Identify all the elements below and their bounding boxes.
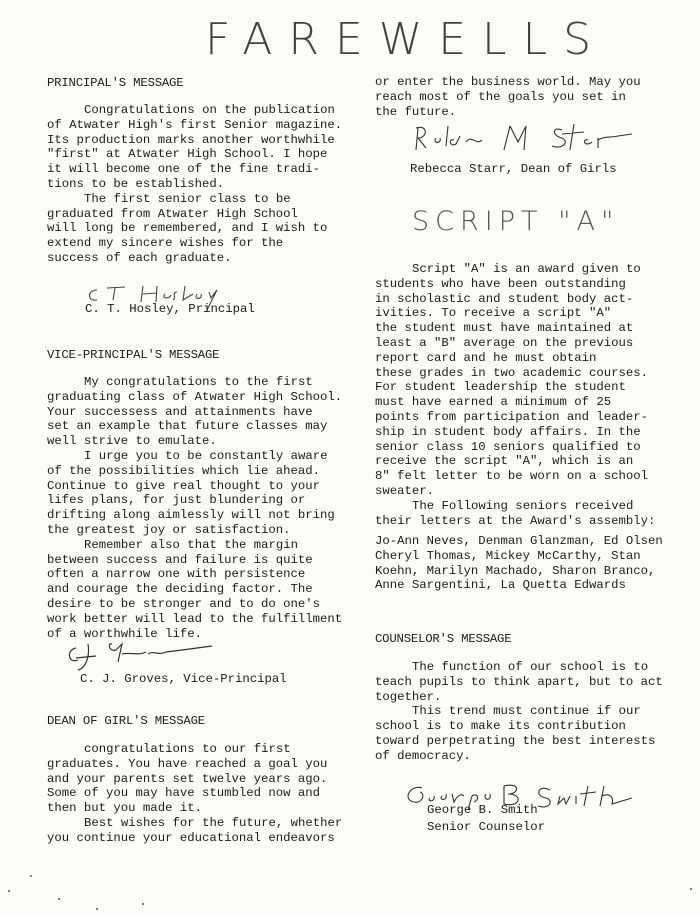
text-line: then but you made it. <box>47 801 202 816</box>
text-line: of the possibilities which lie ahead. <box>47 463 321 478</box>
text-line: least a "B" average on the previous <box>375 335 634 350</box>
page-title: FAREWELLS <box>205 14 608 65</box>
text-line: points from participation and leader- <box>375 409 649 424</box>
dean-message-body <box>47 742 342 846</box>
text-line: Jo-Ann Neves, Denman Glanzman, Ed Olsen <box>375 534 663 548</box>
text-line: Script "A" is an award given to <box>412 262 641 276</box>
text-line: tions to be established. <box>47 176 225 191</box>
text-line: often a narrow one with persistence <box>47 567 306 582</box>
script-a-recipients <box>375 534 663 593</box>
text-line: Its production marks another worthwhile <box>47 132 335 147</box>
text-line: senior class 10 seniors qualified to <box>375 439 641 454</box>
text-line: lifes plans, for just blundering or <box>47 493 306 508</box>
text-line: My congratulations to the first <box>84 375 313 389</box>
counselor-signature-name: George B. Smith <box>427 803 538 817</box>
counselor-message-body <box>375 660 663 764</box>
text-line: set an example that future classes may <box>47 419 328 434</box>
text-line: Continue to give real thought to your <box>47 478 321 493</box>
principal-message-body <box>47 103 342 266</box>
scan-speck <box>30 875 32 877</box>
text-line: their letters at the Award's assembly: <box>375 513 656 528</box>
text-line: toward perpetrating the best interests <box>375 733 656 748</box>
script-a-body <box>375 262 655 528</box>
text-line: well strive to emulate. <box>47 434 217 449</box>
text-line: it will become one of the fine tradi- <box>47 162 321 177</box>
text-line: For student leadership the student <box>375 380 626 395</box>
text-line: will long be remembered, and I wish to <box>47 221 328 236</box>
text-line: success of each graduate. <box>47 250 232 265</box>
vice-principal-message-body <box>47 375 342 641</box>
text-line: the future. <box>375 104 457 119</box>
text-line: sweater. <box>375 483 435 498</box>
text-line: Remember also that the margin <box>84 537 299 552</box>
vice-principal-handwritten-signature <box>62 638 222 674</box>
vice-principal-signature-caption: C. J. Groves, Vice-Principal <box>80 672 287 686</box>
text-line: graduating class of Atwater High School. <box>47 389 343 404</box>
text-line: desire to be stronger and to do one's <box>47 596 321 611</box>
scan-speck <box>690 888 692 890</box>
text-line: between success and failure is quite <box>47 552 313 567</box>
text-line: and courage the deciding factor. The <box>47 582 313 597</box>
text-line: together. <box>375 689 442 704</box>
text-line: "first" at Atwater High School. I hope <box>47 147 328 162</box>
text-line: teach pupils to think apart, but to act <box>375 674 663 689</box>
text-line: you continue your educational endeavors <box>47 830 335 845</box>
script-a-title: SCRIPT "A" <box>412 206 620 237</box>
text-line: school is to make its contribution <box>375 719 626 734</box>
dean-handwritten-signature <box>412 120 642 158</box>
text-line: the greatest joy or satisfaction. <box>47 522 291 537</box>
scan-speck <box>142 903 144 905</box>
principal-signature-caption: C. T. Hosley, Principal <box>85 302 255 316</box>
text-line: ivities. To receive a script "A" <box>375 306 612 321</box>
text-line: Some of you may have stumbled now and <box>47 786 321 801</box>
text-line: graduates. You have reached a goal you <box>47 756 328 771</box>
text-line: I urge you to be constantly aware <box>84 448 328 463</box>
text-line: receive the script "A", which is an <box>375 454 634 469</box>
text-line: of democracy. <box>375 748 471 763</box>
text-line: The function of our school is to <box>412 660 649 674</box>
text-line: Best wishes for the future, whether <box>84 815 343 830</box>
text-line: The Following seniors received <box>412 498 634 513</box>
text-line: work better will lead to the fulfillment <box>47 611 343 626</box>
text-line: of a worthwhile life. <box>47 626 202 641</box>
dean-message-continued <box>375 75 641 119</box>
text-line: in scholastic and student body act- <box>375 291 634 306</box>
counselor-signature-title: Senior Counselor <box>427 820 546 834</box>
text-line: extend my sincere wishes for the <box>47 236 284 251</box>
text-line: This trend must continue if our <box>412 704 641 719</box>
vice-principal-heading: VICE-PRINCIPAL'S MESSAGE <box>47 348 220 362</box>
scan-speck <box>8 890 10 892</box>
text-line: Congratulations on the publication <box>84 103 335 117</box>
text-line: drifting along aimlessly will not bring <box>47 508 335 523</box>
text-line: congratulations to our first <box>84 742 291 756</box>
text-line: Koehn, Marilyn Machado, Sharon Branco, <box>375 563 656 578</box>
text-line: Cheryl Thomas, Mickey McCarthy, Stan <box>375 548 641 563</box>
text-line: or enter the business world. May you <box>375 75 641 89</box>
text-line: The first senior class to be <box>84 191 291 206</box>
scan-speck <box>96 908 98 910</box>
text-line: reach most of the goals you set in <box>375 89 626 104</box>
counselor-heading: COUNSELOR'S MESSAGE <box>375 632 512 646</box>
text-line: ship in student body affairs. In the <box>375 424 641 439</box>
text-line: and your parents set twelve years ago. <box>47 771 328 786</box>
text-line: students who have been outstanding <box>375 276 626 291</box>
text-line: report card and he must obtain <box>375 350 597 365</box>
text-line: these grades in two academic courses. <box>375 365 649 380</box>
text-line: 8" felt letter to be worn on a school <box>375 469 649 484</box>
text-line: Your successess and attainments have <box>47 404 313 419</box>
principal-heading: PRINCIPAL'S MESSAGE <box>47 76 184 90</box>
scan-speck <box>58 898 60 900</box>
dean-signature-caption: Rebecca Starr, Dean of Girls <box>410 162 617 176</box>
text-line: graduated from Atwater High School <box>47 206 298 221</box>
dean-heading: DEAN OF GIRL'S MESSAGE <box>47 714 205 728</box>
text-line: must have earned a minimum of 25 <box>375 395 612 410</box>
text-line: of Atwater High's first Senior magazine. <box>47 117 343 132</box>
text-line: the student must have maintained at <box>375 321 634 336</box>
text-line: Anne Sargentini, La Quetta Edwards <box>375 578 626 593</box>
